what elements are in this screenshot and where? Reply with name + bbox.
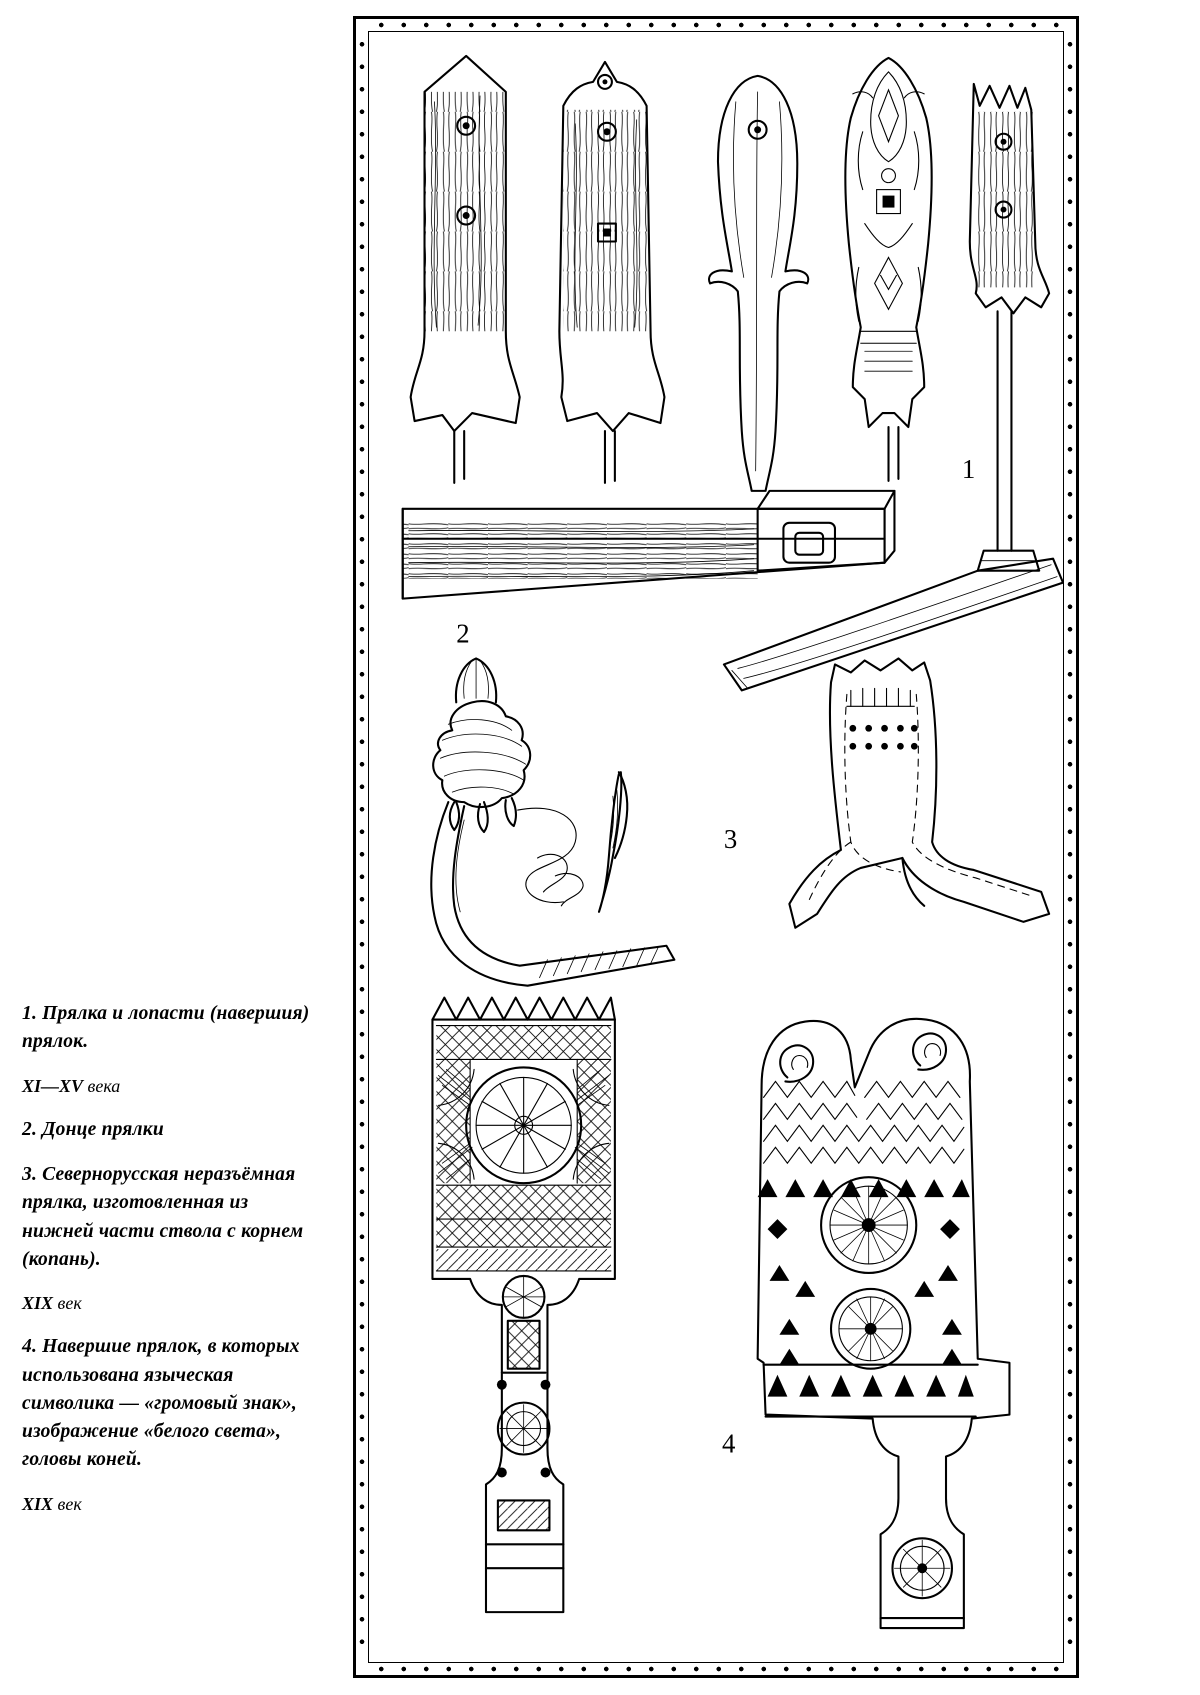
caption-item-4-date-roman: XIX [22, 1493, 54, 1514]
plate-figure [369, 32, 1063, 1662]
figure-label-4: 4 [721, 1428, 736, 1459]
plate-inner-frame [368, 31, 1064, 1663]
caption-item-3-date [22, 1291, 322, 1316]
figure-label-3: 3 [723, 823, 738, 855]
caption-item-2: 2. Донце прялки [22, 1118, 164, 1140]
distaff-head-with-horse-heads [758, 1019, 1010, 1628]
caption-item-4-date [22, 1492, 322, 1517]
distaff-blade-carved [845, 58, 931, 481]
illustration-plate [353, 16, 1079, 1678]
distaff-blade-plain [411, 56, 520, 483]
distaff-blade-leaf [709, 76, 808, 491]
plate-border-dots-left [359, 33, 365, 1661]
caption-column [22, 1000, 322, 1534]
caption-item-1-date [22, 1074, 322, 1099]
plate-border-dots-bottom [370, 1666, 1062, 1672]
distaff-with-base [724, 84, 1063, 691]
one-piece-root-distaff [789, 658, 1049, 927]
caption-item-3-date-word: век [57, 1293, 82, 1314]
distaff-blade-notched [559, 62, 664, 483]
caption-item-3: 3. Севернорусская неразъёмная прялка, изготовленная из нижней части ствола с корнем (копань). [22, 1163, 304, 1270]
caption-item-1-date-roman: XI—XV [22, 1075, 84, 1096]
caption-item-1: 1. Прялка и лопасти (навершия) прялок. [22, 1003, 310, 1053]
plate-border-dots-top [370, 22, 1062, 28]
distaff-bottom-board [403, 491, 895, 599]
spindle-with-flax-and-distaff [431, 658, 674, 985]
figure-label-2: 2 [456, 618, 470, 649]
caption-item-4-date-word: век [57, 1493, 82, 1514]
caption-item-4: 4. Навершие прялок, в которых использована языческая символика — «громовый знак», изображение «белого света», головы коней. [22, 1336, 300, 1471]
figure-label-1: 1 [961, 453, 976, 484]
caption-item-3-date-roman: XIX [22, 1293, 54, 1314]
distaff-head-with-thunder-sign [432, 998, 614, 1612]
plate-border-dots-right [1067, 33, 1073, 1661]
caption-item-1-date-word: века [87, 1075, 121, 1096]
